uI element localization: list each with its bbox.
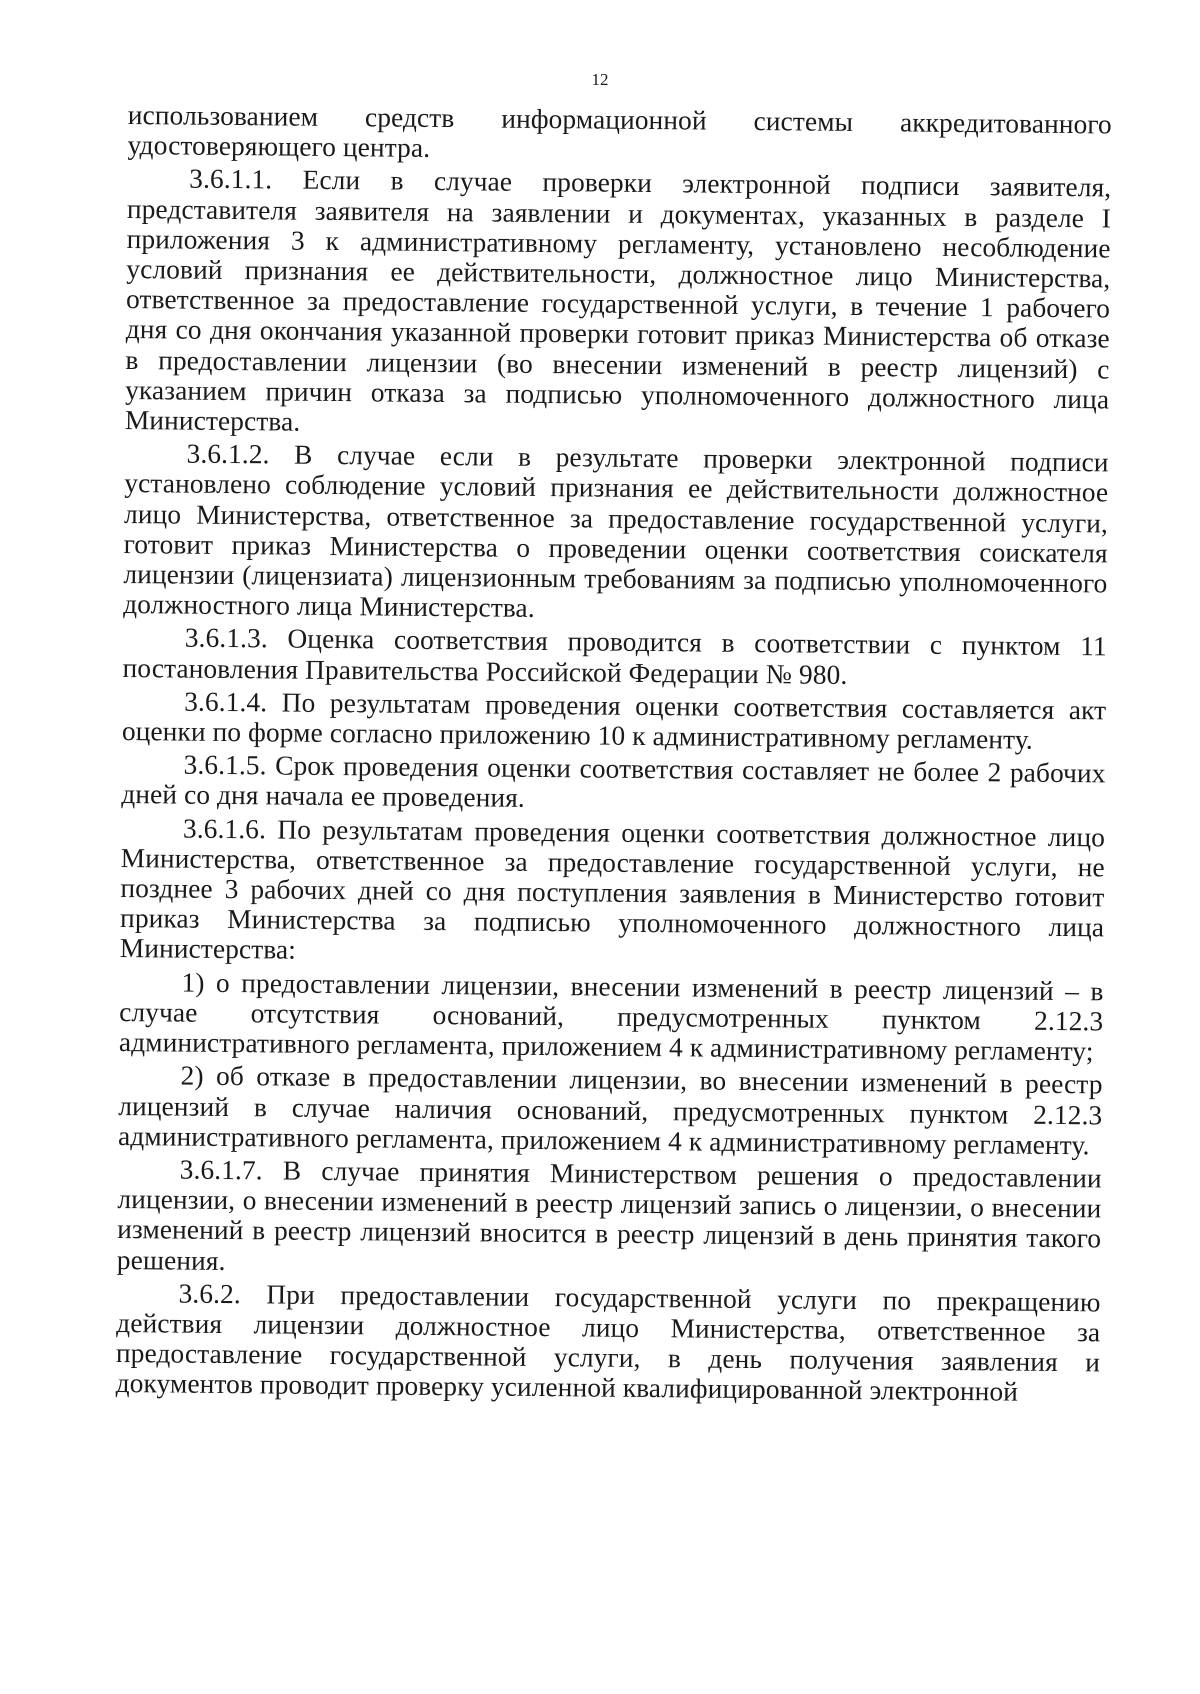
paragraph-3-6-1-3: 3.6.1.3. Оценка соответствия проводится в соответствии с пунктом 11 постановления Правительства Российской Федерации № 980. bbox=[122, 623, 1107, 690]
paragraph-3-6-1-1: 3.6.1.1. Если в случае проверки электронной подписи заявителя, представителя заявителя на заявлении и документах, указанных в разделе I приложения 3 к административному регламенту, установлено несоблюдение условий признания ее действительности, должностное лицо Министерства, ответственное за предоставление государственной услуги, в течение 1 рабочего дня со дня окончания указанной проверки готовит приказ Министерства об отказе в предоставлении лицензии (во внесении изменений в реестр лицензий) с указанием причин отказа за подписью уполномоченного должностного лица Министерства. bbox=[124, 163, 1112, 437]
list-item-1: 1) о предоставлении лицензии, внесении изменений в реестр лицензий – в случае отсутствия оснований, предусмотренных пунктом 2.12.3 административного регламента, приложением 4 к административному регламенту; bbox=[118, 967, 1104, 1067]
list-item-2: 2) об отказе в предоставлении лицензии, во внесении изменений в реестр лицензий в случае наличия оснований, предусмотренных пунктом 2.12.3 административного регламента, приложением 4 к административному регламенту. bbox=[117, 1060, 1103, 1160]
paragraph-3-6-2: 3.6.2. При предоставлении государственной услуги по прекращению действия лицензии должностное лицо Министерства, ответственное за предоставление государственной услуги, в день получения заявления и документов проводит проверку усиленной квалифицированной электронной bbox=[115, 1278, 1101, 1407]
paragraph-continuation: использованием средств информационной системы аккредитованного удостоверяющего центра. bbox=[127, 100, 1112, 164]
paragraph-3-6-1-2: 3.6.1.2. В случае если в результате проверки электронной подписи установлено соблюдение условий признания ее действительности должностное лицо Министерства, ответственное за предоставление государственной услуги, готовит приказ Министерства о проведении оценки соответствия соискателя лицензии (лицензиата) лицензионным требованиям за подписью уполномоченного должностного лица Министерства. bbox=[123, 438, 1109, 624]
paragraph-3-6-1-6: 3.6.1.6. По результатам проведения оценки соответствия должностное лицо Министерства, ответственное за предоставление государственной услуги, не позднее 3 рабочих дней со дня поступления заявления в Министерство готовит приказ Министерства за подписью уполномоченного должностного лица Министерства: bbox=[119, 813, 1106, 966]
paragraph-3-6-1-5: 3.6.1.5. Срок проведения оценки соответствия составляет не более 2 рабочих дней со дня начала ее проведения. bbox=[121, 749, 1106, 814]
paragraph-3-6-1-7: 3.6.1.7. В случае принятия Министерством решения о предоставлении лицензии, о внесении изменений в реестр лицензий запись о лицензии, о внесении изменений в реестр лицензий вносится в реестр лицензий в день принятия такого решения. bbox=[116, 1154, 1102, 1276]
paragraph-3-6-1-4: 3.6.1.4. По результатам проведения оценки соответствия составляется акт оценки по форме согласно приложению 10 к административному регламенту. bbox=[121, 686, 1107, 755]
document-body bbox=[116, 100, 1112, 1411]
page-number: 12 bbox=[591, 70, 609, 89]
